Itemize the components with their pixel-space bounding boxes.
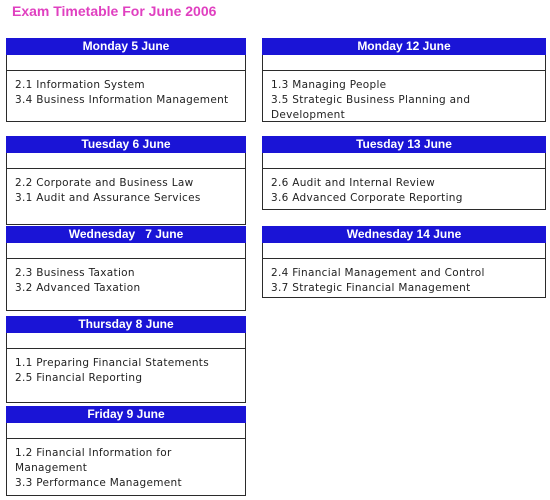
day-card-wednesday-14-june	[262, 226, 546, 298]
day-card-friday-9-june	[6, 406, 246, 496]
card-divider	[7, 423, 245, 439]
day-heading: Tuesday 13 June	[262, 136, 546, 153]
exam-list	[7, 439, 245, 491]
exam-item: 2.4 Financial Management and Control	[271, 267, 485, 279]
card-divider	[263, 55, 545, 71]
day-heading: Wednesday 14 June	[262, 226, 546, 243]
exam-item: 3.4 Business Information Management	[15, 94, 229, 106]
exam-item: 2.1 Information System	[15, 79, 145, 91]
exam-list	[263, 169, 545, 206]
day-heading: Monday 5 June	[6, 38, 246, 55]
day-heading: Tuesday 6 June	[6, 136, 246, 153]
exam-item: 3.7 Strategic Financial Management	[271, 282, 471, 294]
exam-list	[263, 259, 545, 296]
day-card-monday-12-june	[262, 38, 546, 122]
exam-item: 2.2 Corporate and Business Law	[15, 177, 194, 189]
day-card-tuesday-13-june	[262, 136, 546, 210]
exam-list	[7, 349, 245, 386]
exam-item: 1.2 Financial Information for Management	[15, 447, 172, 474]
exam-list	[263, 71, 545, 123]
exam-item: 1.3 Managing People	[271, 79, 387, 91]
card-divider	[7, 243, 245, 259]
exam-list	[7, 169, 245, 206]
exam-item: 3.5 Strategic Business Planning and Development	[271, 94, 471, 121]
card-divider	[7, 333, 245, 349]
day-card-tuesday-6-june	[6, 136, 246, 225]
exam-list	[7, 71, 245, 108]
card-divider	[7, 153, 245, 169]
day-heading: Thursday 8 June	[6, 316, 246, 333]
day-heading: Wednesday 7 June	[6, 226, 246, 243]
card-divider	[263, 153, 545, 169]
exam-list	[7, 259, 245, 296]
exam-item: 1.1 Preparing Financial Statements	[15, 357, 209, 369]
exam-item: 2.5 Financial Reporting	[15, 372, 143, 384]
card-divider	[263, 243, 545, 259]
page-title: Exam Timetable For June 2006	[12, 3, 217, 19]
day-heading: Friday 9 June	[6, 406, 246, 423]
day-card-monday-5-june	[6, 38, 246, 122]
day-card-thursday-8-june	[6, 316, 246, 403]
exam-item: 2.3 Business Taxation	[15, 267, 135, 279]
exam-item: 3.6 Advanced Corporate Reporting	[271, 192, 463, 204]
day-card-wednesday-7-june	[6, 226, 246, 311]
card-divider	[7, 55, 245, 71]
day-heading: Monday 12 June	[262, 38, 546, 55]
exam-item: 3.1 Audit and Assurance Services	[15, 192, 201, 204]
exam-item: 2.6 Audit and Internal Review	[271, 177, 435, 189]
exam-item: 3.3 Performance Management	[15, 477, 182, 489]
exam-item: 3.2 Advanced Taxation	[15, 282, 141, 294]
